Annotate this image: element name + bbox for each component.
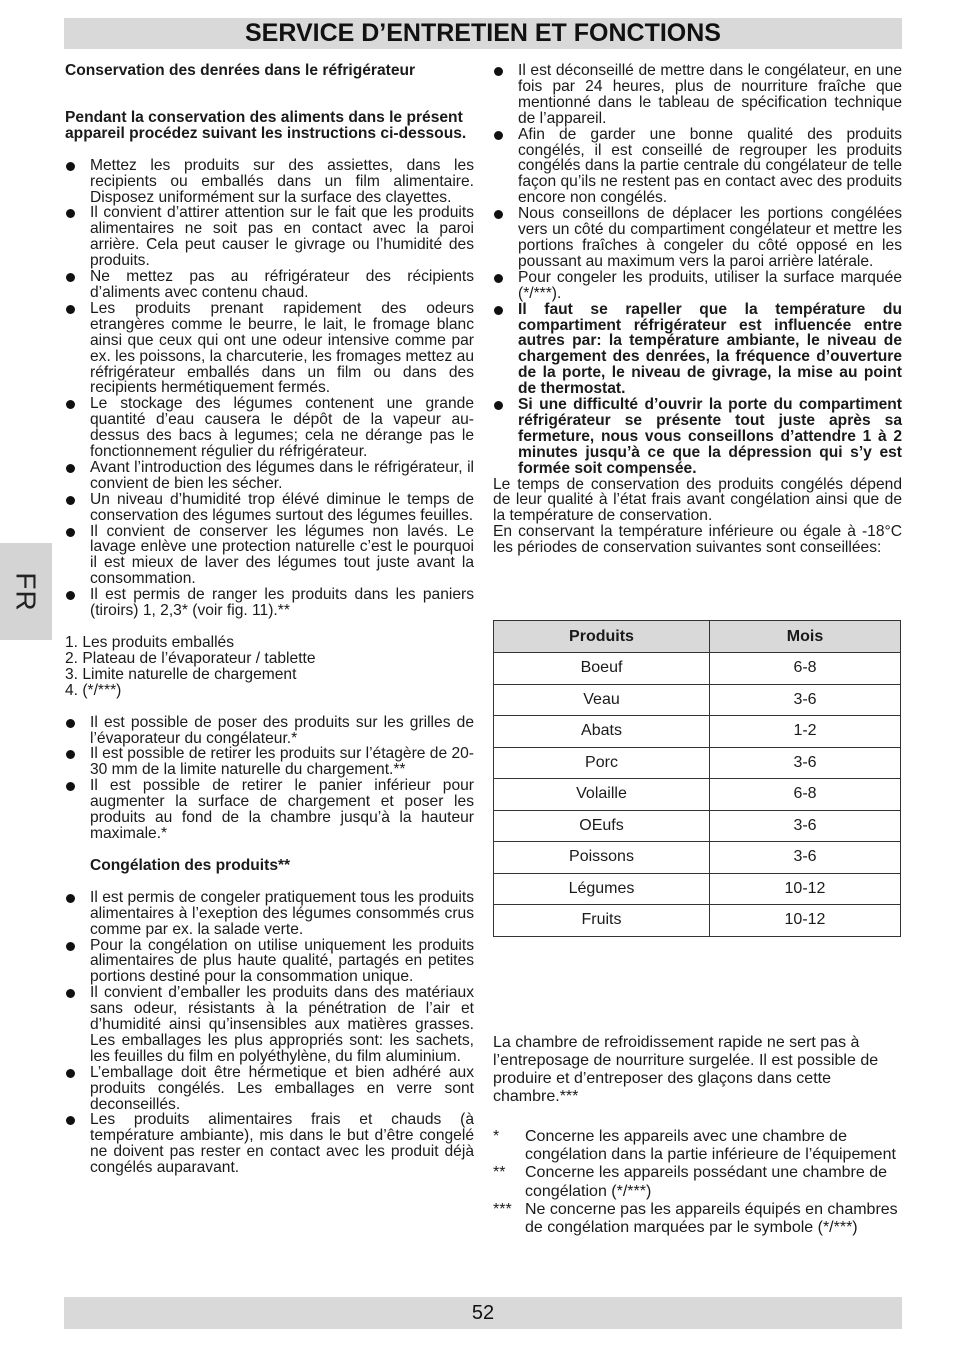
list-item: Il convient de conserver les légumes non lavés. Le lavage enlève une protection naturelle c’est le pourquoi il est mieux de laver des légumes tout juste avant la consommation. bbox=[65, 524, 474, 588]
table-row bbox=[494, 779, 901, 811]
figure-legend bbox=[65, 635, 474, 699]
footnote-marker: ** bbox=[493, 1164, 506, 1182]
list-item: Mettez les produits sur des assiettes, dans les recipients ou emballés dans un film alimentaire. Disposez uniformément sur la surface des clayettes. bbox=[65, 158, 474, 206]
storage-tips-list bbox=[65, 158, 474, 619]
table-header-row bbox=[494, 621, 901, 653]
language-tab-label: FR bbox=[10, 571, 42, 612]
table-row bbox=[494, 873, 901, 905]
table-cell: OEufs bbox=[494, 810, 710, 842]
page-header bbox=[64, 18, 902, 49]
storage-time-text: Le temps de conservation des produits congélés dépend de leur qualité à l’état frais avant congélation ainsi que de la température de conservation. bbox=[493, 475, 902, 525]
page-title: SERVICE D’ENTRETIEN ET FONCTIONS bbox=[245, 19, 721, 47]
right-column bbox=[493, 63, 902, 556]
list-item: Il faut se rapeller que la température du compartiment réfrigérateur est influencée entre autres par: la température ambiante, le niveau de chargement des denrées, la fréquence d’ouverture de la porte, le niveau de givrage, la mise au point de thermostat. bbox=[493, 302, 902, 397]
list-item: Il est possible de retirer le panier inférieur pour augmenter la surface de chargement et poser les produits au fond de la chambre jusqu’à la hauteur maximale.* bbox=[65, 778, 474, 842]
table-cell: Porc bbox=[494, 747, 710, 779]
freezing-tips-list bbox=[65, 890, 474, 1176]
table-cell: 10-12 bbox=[710, 905, 901, 937]
table-row bbox=[494, 810, 901, 842]
list-item: Avant l’introduction des légumes dans le réfrigérateur, il convient de bien les sécher. bbox=[65, 460, 474, 492]
footnote bbox=[493, 1128, 898, 1164]
table-cell: Poissons bbox=[494, 842, 710, 874]
table-row bbox=[494, 653, 901, 685]
legend-item: 1. Les produits emballés bbox=[65, 634, 235, 651]
section-heading: Conservation des denrées dans le réfrigérateur bbox=[65, 62, 416, 79]
freezing-subheading: Congélation des produits** bbox=[90, 856, 291, 874]
table-row bbox=[494, 716, 901, 748]
evaporator-tips-list bbox=[65, 715, 474, 842]
table-cell: Boeuf bbox=[494, 653, 710, 685]
left-column bbox=[65, 63, 474, 1176]
list-item: Un niveau d’humidité trop élévé diminue le temps de conservation des légumes surtout des légumes feuilles. bbox=[65, 492, 474, 524]
footnote-text: Concerne les appareils possédant une chambre de congélation (*/***) bbox=[525, 1164, 888, 1200]
legend-item: 2. Plateau de l’évaporateur / tablette bbox=[65, 649, 316, 667]
table-cell: Abats bbox=[494, 716, 710, 748]
chamber-text: La chambre de refroidissement rapide ne sert pas à l’entreposage de nourriture surgelée. Il est possible de produire et d’entreposer des glaçons dans cette chambre.*** bbox=[493, 1034, 879, 1105]
column-header: Produits bbox=[494, 621, 710, 653]
page-number: 52 bbox=[471, 1302, 495, 1324]
list-item: Pour la congélation on utilise uniquement les produits alimentaires de plus haute qualité, partagés en petites portions destiné pour la consommation unique. bbox=[65, 938, 474, 986]
table-cell: 6-8 bbox=[710, 653, 901, 685]
list-item: Nous conseillons de déplacer les portions congélées vers un côté du compartiment congélateur et mettre les portions fraîches à congeler du côté opposé en les poussant au maximum vers la paroi arrière latérale. bbox=[493, 206, 902, 270]
table-row bbox=[494, 842, 901, 874]
footnote-text: Concerne les appareils avec une chambre de congélation dans la partie inférieure de l’équipement bbox=[525, 1128, 896, 1164]
footnotes bbox=[493, 1128, 898, 1237]
list-item: Les produits alimentaires frais et chauds (à température ambiante), mis dans le but d’être congelé ne doivent pas rester en contact avec les produit déjà congélés auparavant. bbox=[65, 1112, 474, 1176]
list-item: Il est déconseillé de mettre dans le congélateur, en une fois par 24 heures, plus de nourriture fraîche que mentionné dans le tableau de spécification technique de l’appareil. bbox=[493, 63, 902, 127]
list-item: Le stockage des légumes contenent une grande quantité d’eau causera le dépôt de la vapeur au-dessus des bacs à legumes; cela ne dérange pas le fonctionnement régulier du réfrigérateur. bbox=[65, 396, 474, 460]
language-tab bbox=[0, 543, 52, 640]
table-cell: 1-2 bbox=[710, 716, 901, 748]
table-cell: 3-6 bbox=[710, 810, 901, 842]
footnote bbox=[493, 1164, 898, 1200]
legend-item: 3. Limite naturelle de chargement bbox=[65, 665, 297, 683]
table-row bbox=[494, 747, 901, 779]
freezer-tips-list bbox=[493, 63, 902, 477]
table-row bbox=[494, 684, 901, 716]
legend-item: 4. (*/***) bbox=[65, 681, 122, 699]
table-cell: 6-8 bbox=[710, 779, 901, 811]
list-item: L’emballage doit être hérmetique et bien adhéré aux produits congélés. Les emballages en verre sont deconseillés. bbox=[65, 1065, 474, 1113]
footnote-marker: * bbox=[493, 1128, 500, 1145]
table-cell: Fruits bbox=[494, 905, 710, 937]
list-item: Il est permis de congeler pratiquement tous les produits alimentaires à l’exeption des légumes consommés crus comme par ex. la salade verte. bbox=[65, 890, 474, 938]
list-item: Les produits prenant rapidement des odeurs etrangères comme le beurre, le lait, le fromage blanc ainsi que ceux qui ont une odeur intensive comme par ex. les poissons, la charcuterie, les fromages mettez au réfrigérateur emballés dans un film ou dans des recipients hermétiquement fermés. bbox=[65, 301, 474, 396]
list-item: Pour congeler les produits, utiliser la surface marquée (*/***). bbox=[493, 270, 902, 302]
table-cell: 3-6 bbox=[710, 842, 901, 874]
column-header: Mois bbox=[710, 621, 901, 653]
footnote bbox=[493, 1201, 898, 1237]
table-cell: 10-12 bbox=[710, 873, 901, 905]
list-item: Il est permis de ranger les produits dans les paniers (tiroirs) 1, 2,3* (voir fig. 11).** bbox=[65, 587, 474, 619]
storage-period-table bbox=[493, 620, 901, 937]
list-item: Il convient d’emballer les produits dans des matériaux sans odeur, résistants à la pénétration de l’air et d’humidité ainsi qu’insensibles aux matières grasses. Les emballages les plus appropriés sont: les sachets, les feuilles du film en polyéthylène, du film aluminium. bbox=[65, 985, 474, 1065]
list-item: Il convient d’attirer attention sur le fait que les produits alimentaires ne soit pas en contact avec la paroi arrière. Cela peut causer le givrage ou l’humidité des produits. bbox=[65, 205, 474, 269]
table-cell: 3-6 bbox=[710, 747, 901, 779]
list-item: Afin de garder une bonne qualité des produits congélés, il est conseillé de regrouper les produits congélés dans la partie centrale du congélateur de telle façon qu’ils ne restent pas en contact avec des produits encore non congélés. bbox=[493, 127, 902, 207]
table-row bbox=[494, 905, 901, 937]
footnote-text: Ne concerne pas les appareils équipés en chambres de congélation marquées par le symbole (*/***) bbox=[525, 1200, 898, 1237]
temperature-text: En conservant la température inférieure ou égale à -18°C les périodes de conservation suivantes sont conseillées: bbox=[493, 523, 902, 557]
page-footer bbox=[64, 1297, 902, 1329]
table-cell: 3-6 bbox=[710, 684, 901, 716]
chamber-note bbox=[493, 1034, 893, 1106]
list-item: Si une difficulté d’ouvrir la porte du compartiment réfrigérateur se présente tout juste après sa fermeture, nous vous conseillons d’attendre 1 à 2 minutes jusqu’à ce que la dépression qui s’y est formée soit compensée. bbox=[493, 397, 902, 477]
table-cell: Veau bbox=[494, 684, 710, 716]
table-cell: Légumes bbox=[494, 873, 710, 905]
footnote-marker: *** bbox=[493, 1200, 512, 1218]
intro-text: Pendant la conservation des aliments dans le présent appareil procédez suivant les instructions ci-dessous. bbox=[65, 108, 467, 142]
list-item: Il est possible de poser des produits sur les grilles de l’évaporateur du congélateur.* bbox=[65, 715, 474, 747]
table-cell: Volaille bbox=[494, 779, 710, 811]
list-item: Il est possible de retirer les produits sur l’étagère de 20-30 mm de la limite naturelle du chargement.** bbox=[65, 746, 474, 778]
list-item: Ne mettez pas au réfrigérateur des récipients d’aliments avec contenu chaud. bbox=[65, 269, 474, 301]
